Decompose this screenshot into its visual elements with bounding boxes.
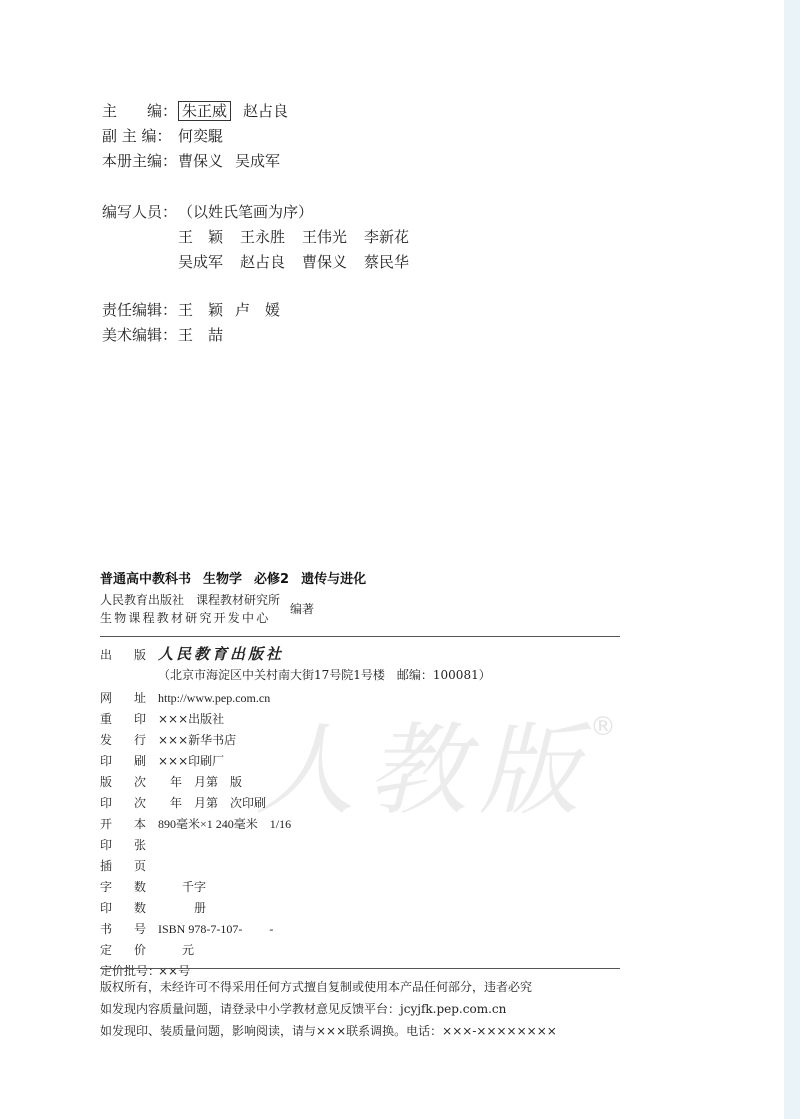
writers-row <box>102 201 313 223</box>
responsible-editor-label: 责任编辑： <box>102 301 178 319</box>
publisher-address: （北京市海淀区中关村南大街17号院1号楼 邮编：100081） <box>158 668 491 682</box>
colophon-website-row <box>100 689 270 707</box>
watermark-text: 人教版 <box>255 712 591 829</box>
responsible-editor-row <box>102 299 280 321</box>
print-quality-notice: 如发现印、装质量问题，影响阅读，请与×××联系调换。电话：×××-×××××××× <box>100 1024 557 1038</box>
page-edge-strip <box>784 0 800 1119</box>
colophon-edition-row <box>100 773 242 791</box>
content-quality-notice: 如发现内容质量问题，请登录中小学教材意见反馈平台：jcyjfk.pep.com.cn <box>100 1002 507 1016</box>
art-editor-row <box>102 324 223 346</box>
chief-editor-boxed-name: 朱正威 <box>178 101 231 121</box>
writer-name: 李新花 <box>364 228 410 246</box>
deputy-editor-label: 副 主 编： <box>102 127 172 145</box>
format-value: 890毫米×1 240毫米 1/16 <box>158 817 292 831</box>
chief-editor-row <box>102 100 288 122</box>
writers-note: （以姓氏笔画为序） <box>178 203 314 221</box>
chief-editor-name: 赵占良 <box>243 102 289 120</box>
colophon-label: 重印 <box>100 712 169 726</box>
colophon-label: 版次 <box>100 775 169 789</box>
deputy-editor-name: 何奕騉 <box>178 127 224 145</box>
writer-name: 赵占良 <box>240 253 286 271</box>
volume-editor-name-2: 吴成军 <box>235 152 281 170</box>
book-series: 普通高中教科书 <box>100 572 192 587</box>
divider-bottom <box>100 968 620 969</box>
watermark-registered-mark: ® <box>590 712 616 742</box>
words-value: 千字 <box>158 880 207 894</box>
book-title-line <box>100 568 378 587</box>
volume-editor-label: 本册主编： <box>102 152 178 170</box>
compiler-line-2: 生物课程教材研究开发中心 <box>100 611 271 625</box>
isbn-value: ISBN 978-7-107- - <box>158 922 274 936</box>
edition-value: 年 月第 版 <box>158 775 243 789</box>
colophon-label: 插页 <box>100 859 169 873</box>
colophon-publisher-row <box>100 645 284 663</box>
colophon-distribution-row <box>100 731 236 749</box>
art-editor-label: 美术编辑： <box>102 326 178 344</box>
copyright-notice: 版权所有，未经许可不得采用任何方式擅自复制或使用本产品任何部分，违者必究 <box>100 980 533 994</box>
colophon-label: 字数 <box>100 880 169 894</box>
book-title: 遗传与进化 <box>301 572 367 587</box>
impression-value: 年 月第 次印刷 <box>158 796 267 810</box>
price-approval-value: ××号 <box>158 964 191 978</box>
colophon-label: 印刷 <box>100 754 169 768</box>
compilers-block <box>100 591 315 627</box>
colophon-price-row <box>100 941 194 959</box>
colophon-words-row <box>100 878 206 896</box>
colophon-label: 发行 <box>100 733 169 747</box>
art-editor-name: 王 喆 <box>178 326 224 344</box>
volume-editor-row <box>102 150 280 172</box>
colophon-impression-row <box>100 794 266 812</box>
writer-name: 吴成军 <box>178 253 224 271</box>
colophon-printing-row <box>100 752 224 770</box>
writer-name: 王永胜 <box>240 228 286 246</box>
colophon-label: 印张 <box>100 838 169 852</box>
responsible-editor-name-2: 卢 媛 <box>235 301 281 319</box>
chief-editor-label: 主 编： <box>102 102 178 120</box>
colophon-label: 书号 <box>100 922 169 936</box>
writer-name: 王伟光 <box>302 228 348 246</box>
colophon-label: 印数 <box>100 901 169 915</box>
distribution-value: ×××新华书店 <box>158 733 237 747</box>
colophon-reprint-row <box>100 710 224 728</box>
writers-label: 编写人员： <box>102 203 178 221</box>
responsible-editor-name-1: 王 颖 <box>178 301 224 319</box>
colophon-copies-row <box>100 899 206 917</box>
book-subject: 生物学 <box>203 572 243 587</box>
volume-editor-name-1: 曹保义 <box>178 152 224 170</box>
colophon-sheets-row <box>100 836 169 854</box>
colophon-label: 定价批号： <box>100 964 161 978</box>
publisher-name: 人民教育出版社 <box>158 645 285 663</box>
divider-top <box>100 636 620 637</box>
copies-value: 册 <box>158 901 207 915</box>
price-value: 元 <box>158 943 195 957</box>
colophon-label: 出版 <box>100 648 169 662</box>
colophon-label: 开本 <box>100 817 169 831</box>
colophon-format-row <box>100 815 291 833</box>
printing-value: ×××印刷厂 <box>158 754 225 768</box>
book-volume: 必修2 <box>254 572 290 587</box>
website-url: http://www.pep.com.cn <box>158 691 271 705</box>
writer-name: 曹保义 <box>302 253 348 271</box>
colophon-plates-row <box>100 857 169 875</box>
compiler-line-1: 人民教育出版社 课程教材研究所 <box>100 593 281 607</box>
colophon-isbn-row <box>100 920 273 938</box>
colophon-label: 定价 <box>100 943 169 957</box>
colophon-label: 印次 <box>100 796 169 810</box>
writers-names-row-2 <box>178 251 426 273</box>
reprint-value: ×××出版社 <box>158 712 225 726</box>
colophon-label: 网址 <box>100 691 169 705</box>
writer-name: 王 颖 <box>178 228 224 246</box>
writer-name: 蔡民华 <box>364 253 410 271</box>
writers-names-row-1 <box>178 226 426 248</box>
compiler-suffix: 编著 <box>290 602 315 616</box>
deputy-editor-row <box>102 125 223 147</box>
